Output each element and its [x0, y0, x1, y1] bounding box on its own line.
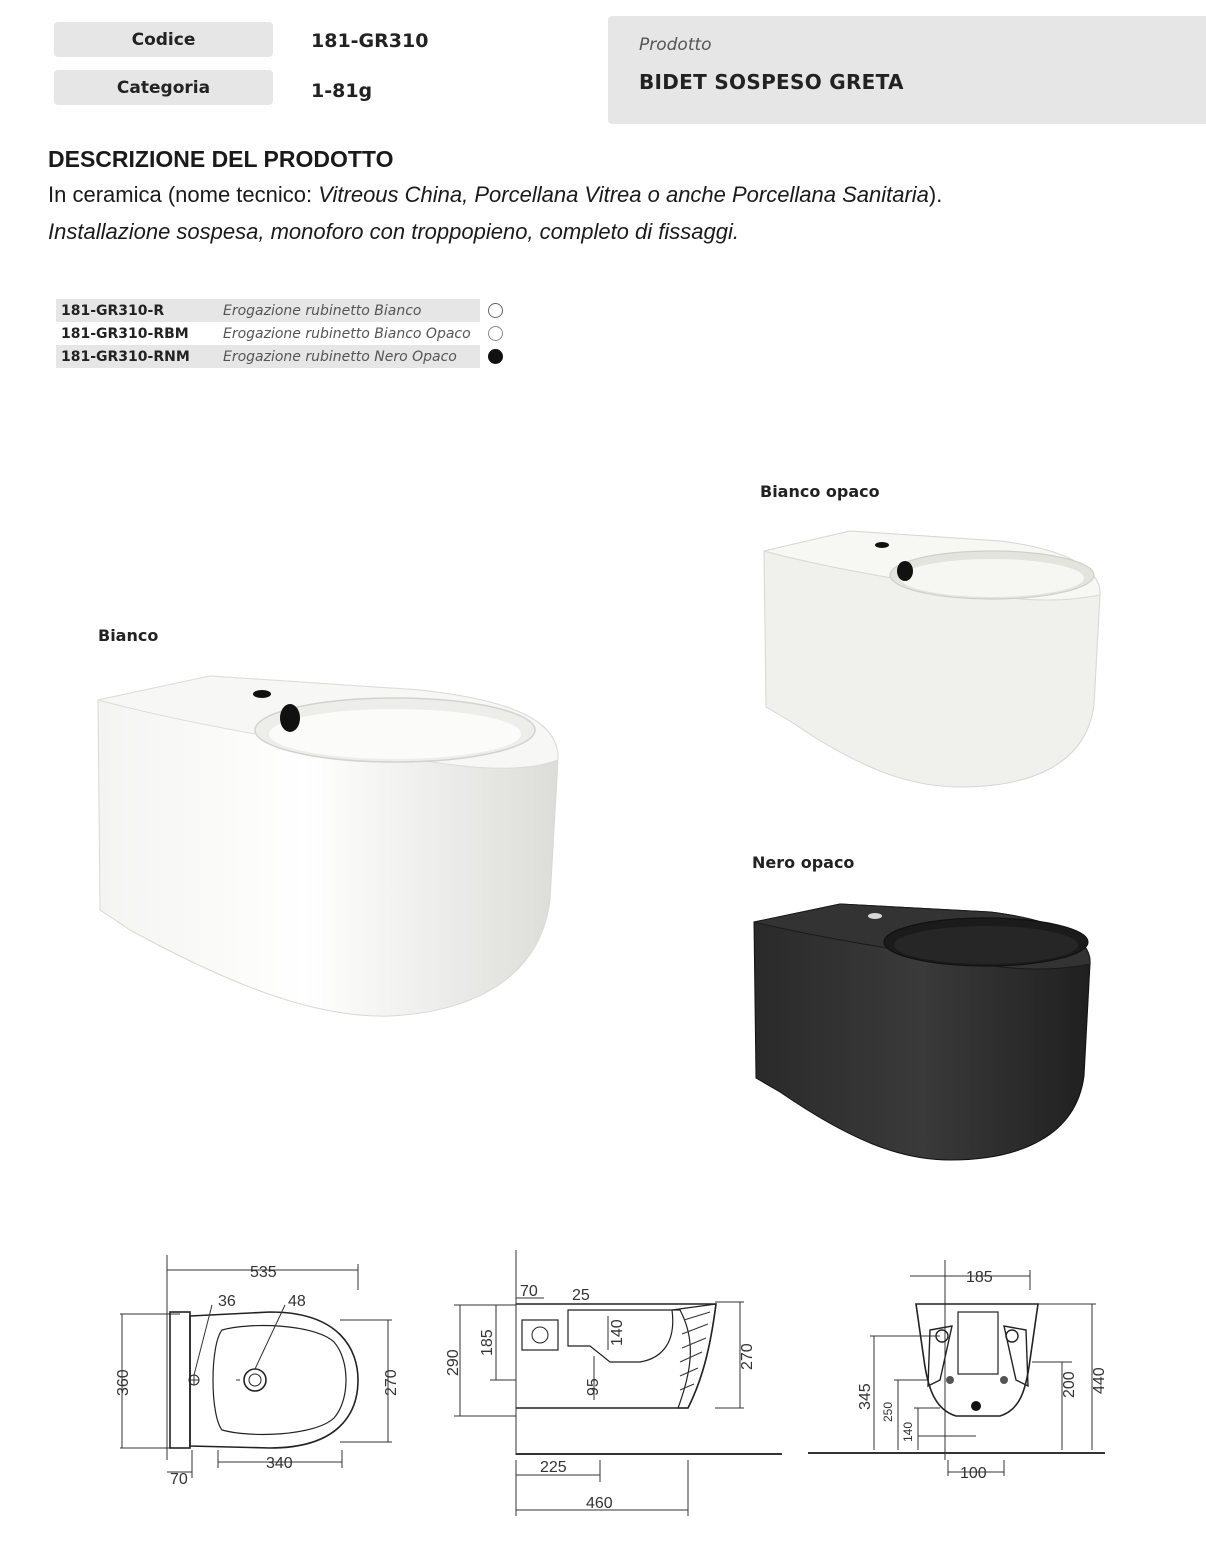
- dim-side-460: 460: [586, 1495, 613, 1512]
- product-box: [608, 16, 1206, 124]
- variant-swatch: [480, 345, 518, 368]
- white-matte-swatch-icon: [488, 326, 503, 341]
- bidet-white-image: [90, 660, 570, 1040]
- dim-top-340: 340: [266, 1455, 293, 1472]
- dim-side-290: 290: [445, 1349, 462, 1376]
- dim-side-270: 270: [739, 1343, 756, 1370]
- dim-top-70: 70: [170, 1471, 188, 1488]
- variant-row: [56, 345, 518, 368]
- drawing-top-view: [100, 1250, 420, 1490]
- description-line-1c: ).: [928, 182, 943, 207]
- codice-value: 181-GR310: [311, 30, 429, 52]
- variant-code: 181-GR310-RNM: [56, 345, 218, 368]
- drawing-back-view: [800, 1260, 1120, 1490]
- variant-swatch: [480, 322, 518, 345]
- dim-top-360: 360: [115, 1369, 132, 1396]
- variant-swatch: [480, 299, 518, 322]
- variant-desc: Erogazione rubinetto Nero Opaco: [218, 345, 480, 368]
- categoria-value: 1-81g: [311, 80, 373, 102]
- variant-row: [56, 322, 518, 345]
- dim-side-140: 140: [609, 1319, 626, 1346]
- dim-back-345: 345: [857, 1383, 874, 1410]
- codice-label: Codice: [54, 22, 273, 57]
- dim-top-48: 48: [288, 1293, 306, 1310]
- dim-back-185: 185: [966, 1269, 993, 1286]
- dim-side-95: 95: [585, 1378, 602, 1396]
- dim-top-36: 36: [218, 1293, 236, 1310]
- description-line-1a: In ceramica (nome tecnico:: [48, 182, 319, 207]
- black-swatch-icon: [488, 349, 503, 364]
- variant-desc: Erogazione rubinetto Bianco Opaco: [223, 325, 471, 342]
- image-label-bianco: Bianco: [98, 626, 159, 645]
- description-title: DESCRIZIONE DEL PRODOTTO: [48, 146, 394, 172]
- description-line-1: [48, 182, 942, 208]
- dim-side-185: 185: [479, 1329, 496, 1356]
- dim-side-70: 70: [520, 1283, 538, 1300]
- dim-top-270: 270: [383, 1369, 400, 1396]
- drawing-side-view: [440, 1250, 790, 1530]
- variant-row: [56, 299, 518, 322]
- variant-desc: Erogazione rubinetto Bianco: [218, 299, 480, 322]
- dim-back-440: 440: [1091, 1367, 1108, 1394]
- dim-top-535: 535: [250, 1264, 277, 1281]
- dim-back-250: 250: [881, 1401, 895, 1422]
- image-label-nero-opaco: Nero opaco: [752, 853, 855, 872]
- white-swatch-icon: [488, 303, 503, 318]
- dim-side-25: 25: [572, 1287, 590, 1304]
- dim-back-200: 200: [1061, 1371, 1078, 1398]
- product-name: BIDET SOSPESO GRETA: [639, 70, 904, 94]
- dim-side-225: 225: [540, 1459, 567, 1476]
- bidet-white-matte-image: [760, 525, 1105, 795]
- description-line-2: Installazione sospesa, monoforo con troppopieno, completo di fissaggi.: [48, 219, 739, 244]
- description-line-1b: Vitreous China, Porcellana Vitrea o anche Porcellana Sanitaria: [318, 182, 929, 207]
- dim-back-100: 100: [960, 1465, 987, 1482]
- product-label: Prodotto: [639, 35, 712, 55]
- variant-code: 181-GR310-R: [56, 299, 218, 322]
- image-label-bianco-opaco: Bianco opaco: [760, 482, 880, 501]
- bidet-black-matte-image: [750, 900, 1095, 1170]
- categoria-label: Categoria: [54, 70, 273, 105]
- dim-back-140: 140: [901, 1421, 915, 1442]
- variant-code: 181-GR310-RBM: [61, 325, 189, 342]
- variants-table: [56, 299, 518, 368]
